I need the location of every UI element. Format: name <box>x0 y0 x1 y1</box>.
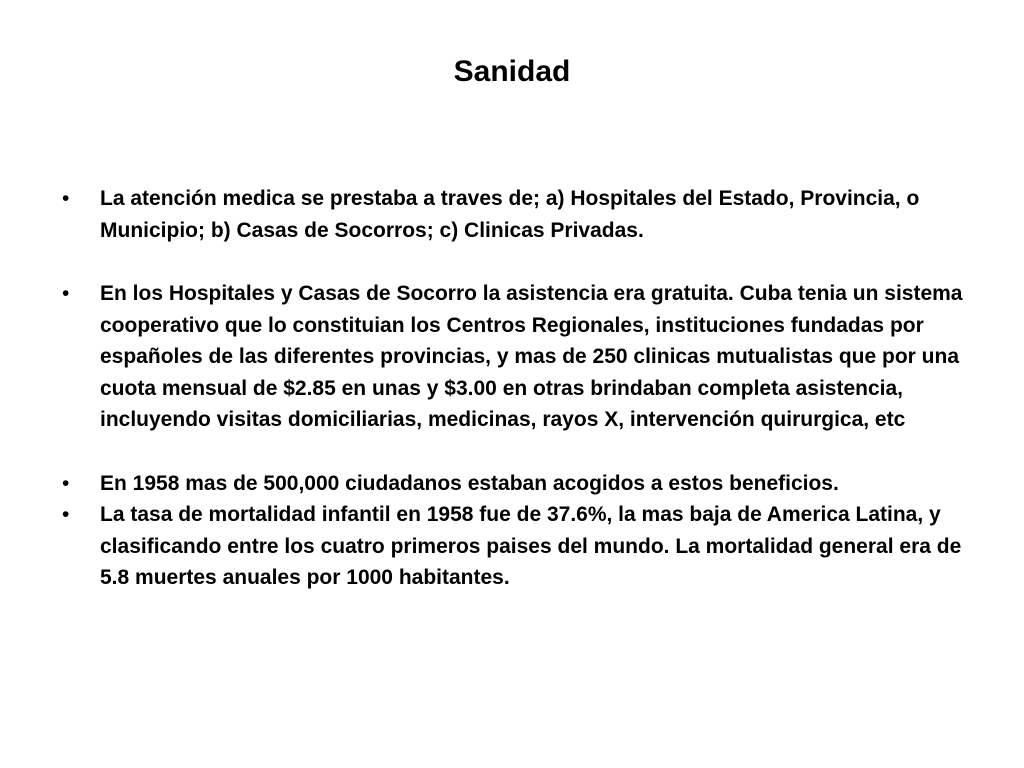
bullet-item <box>62 468 972 500</box>
bullet-item <box>62 183 972 246</box>
bullet-item <box>62 499 972 594</box>
bullet-item <box>62 278 972 436</box>
bullet-list <box>62 183 972 594</box>
bullet-icon: • <box>62 282 70 305</box>
bullet-icon: • <box>62 187 70 210</box>
slide-title: Sanidad <box>453 55 571 88</box>
bullet-text: En los Hospitales y Casas de Socorro la asistencia era gratuita. Cuba tenia un sistema cooperativo que lo constituian los Centros Regionales, instituciones fundadas por españoles de las diferentes provincias, y mas de 250 clinicas mutualistas que por una cuota mensual de $2.85 en unas y $3.00 en otras brindaban completa asistencia, incluyendo visitas domiciliarias, medicinas, rayos X, intervención quirurgica, etc <box>100 282 963 431</box>
bullet-icon: • <box>62 471 70 495</box>
bullet-icon: • <box>62 503 70 526</box>
bullet-text: La atención medica se prestaba a traves de; a) Hospitales del Estado, Provincia, o Municipio; b) Casas de Socorros; c) Clinicas Privadas. <box>100 187 920 242</box>
bullet-text: En 1958 mas de 500,000 ciudadanos estaban acogidos a estos beneficios. <box>100 471 839 495</box>
bullet-text: La tasa de mortalidad infantil en 1958 fue de 37.6%, la mas baja de America Latina, y clasificando entre los cuatro primeros paises del mundo. La mortalidad general era de 5.8 muertes anuales por 1000 habitantes. <box>100 503 962 589</box>
